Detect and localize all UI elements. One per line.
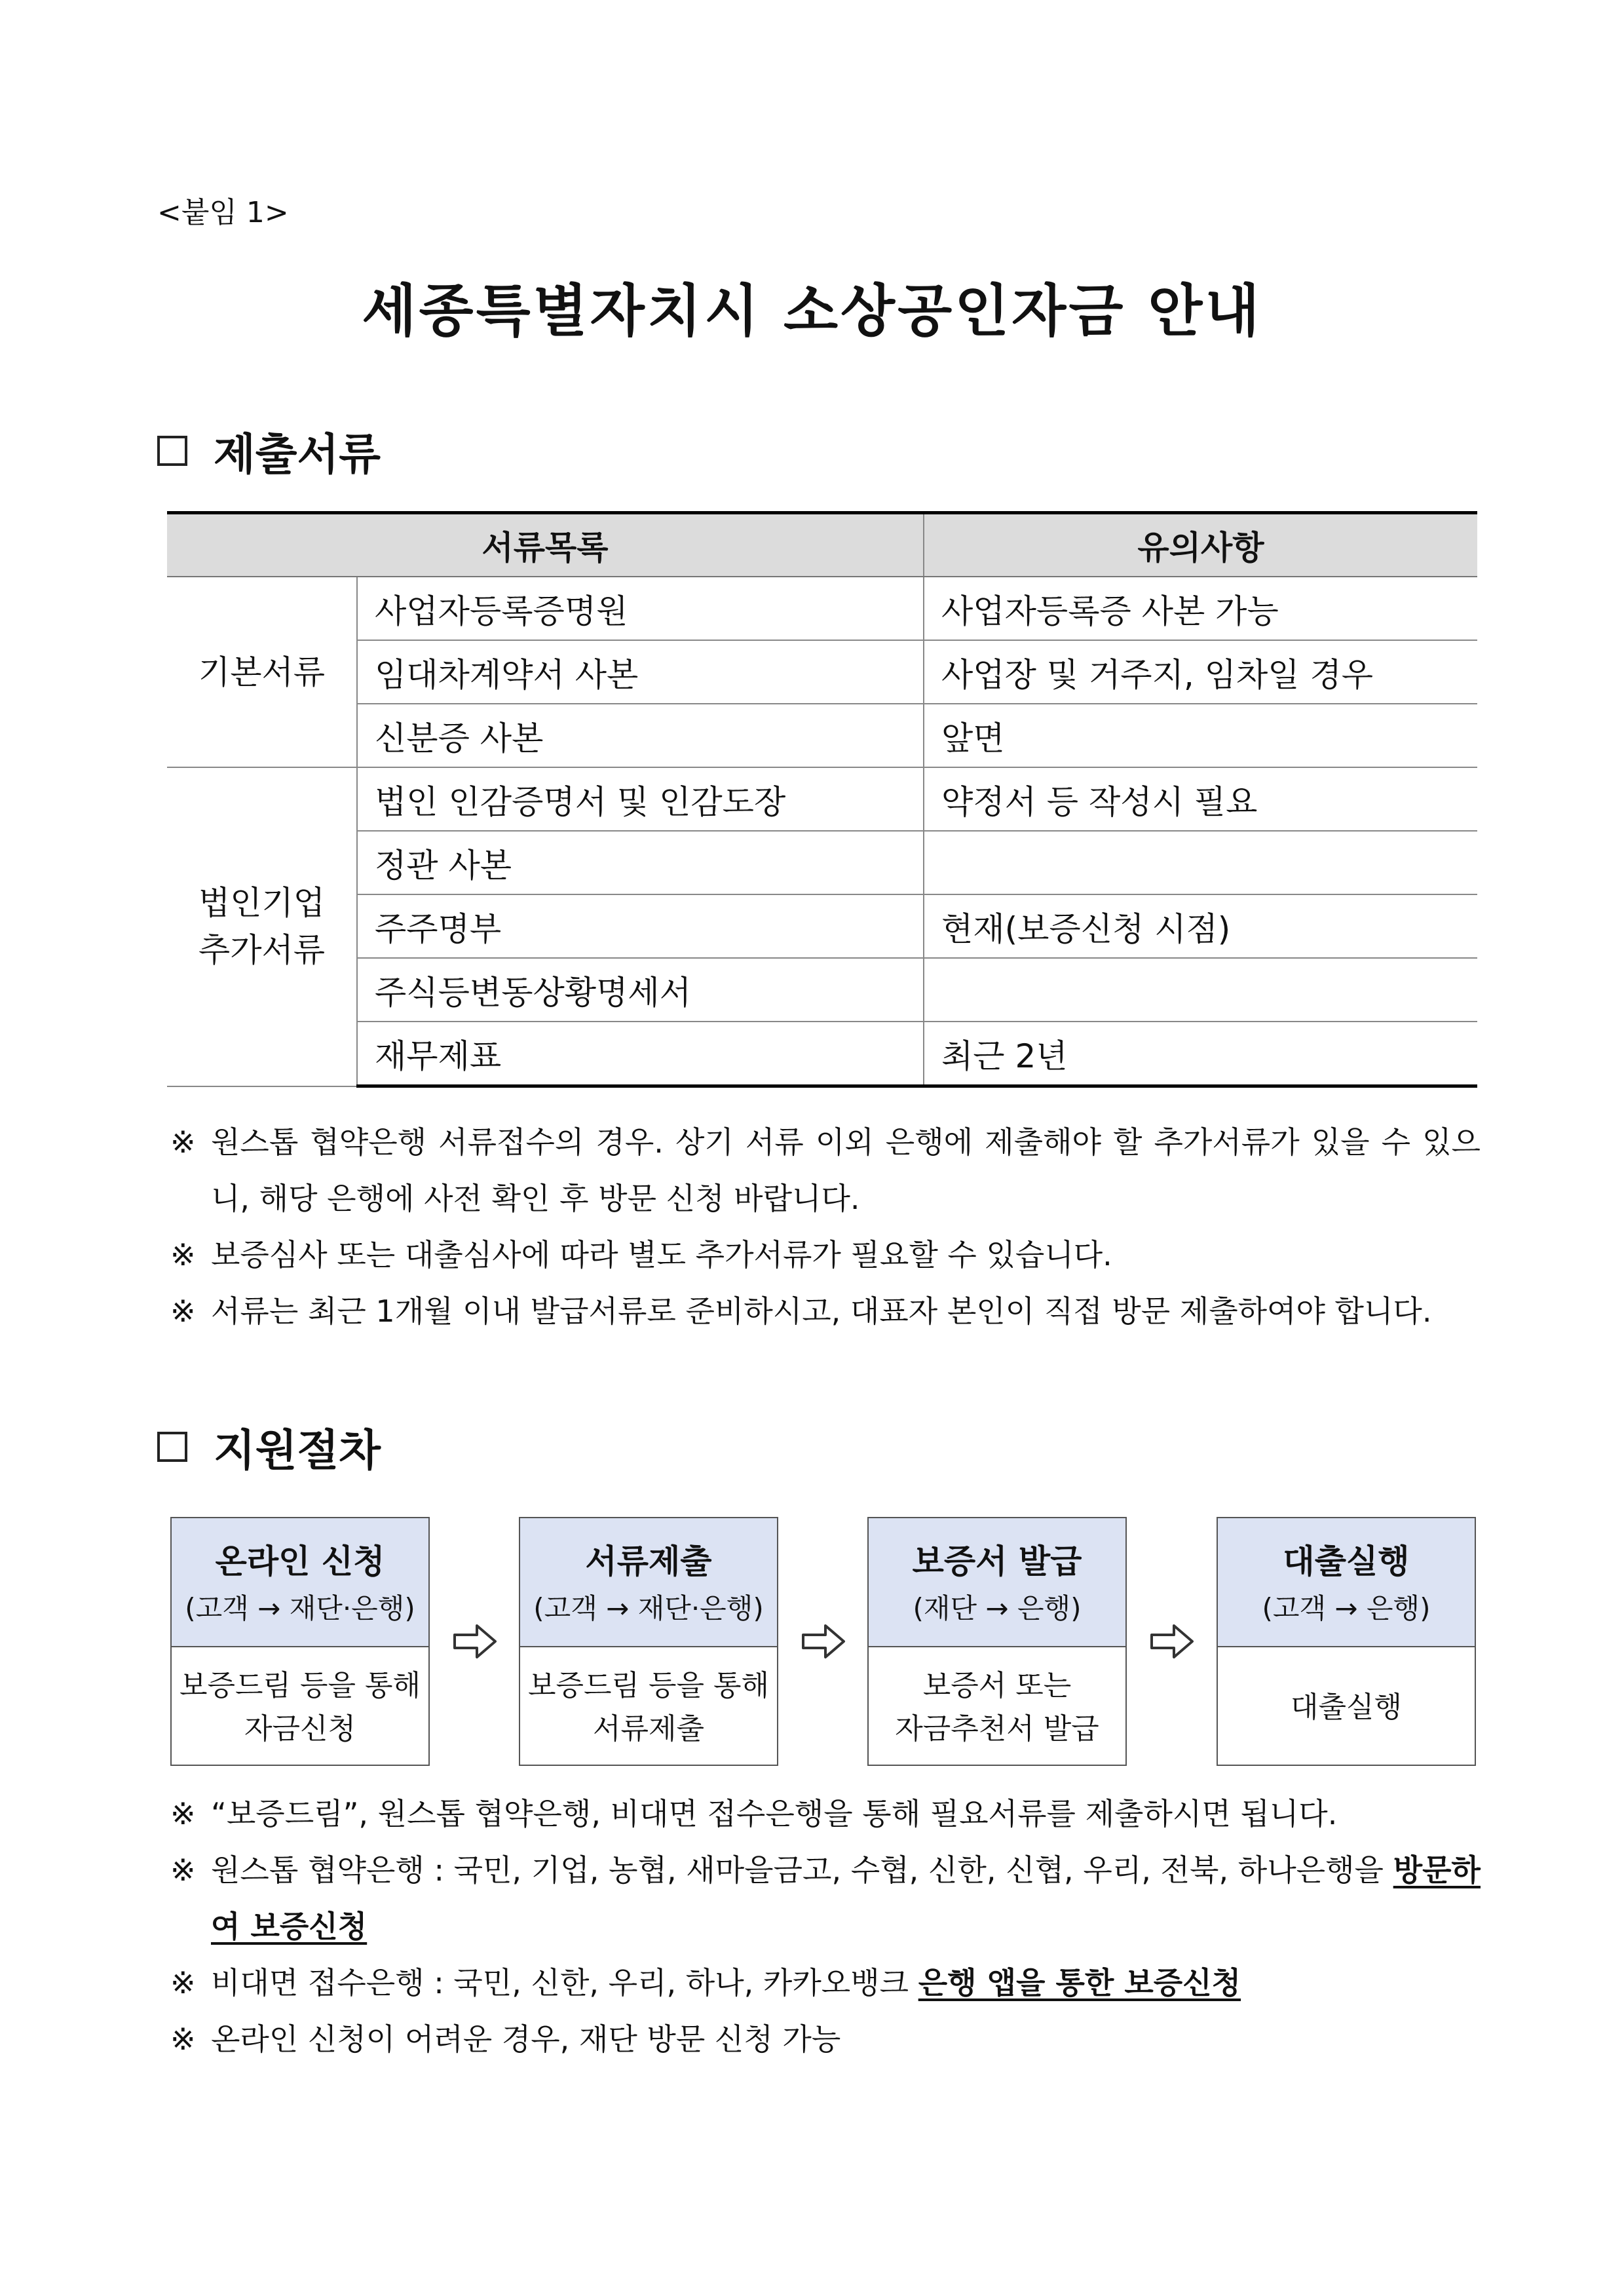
note-emphasis: 방문하여 보증신청 xyxy=(211,1852,1481,1944)
note-mark: ※ xyxy=(170,1237,196,1272)
section-heading-procedure xyxy=(157,1415,381,1478)
note-item xyxy=(170,1842,1481,1955)
table-row xyxy=(167,894,1477,958)
note-mark: ※ xyxy=(170,1293,196,1329)
arrow-right-icon xyxy=(801,1622,846,1661)
step-actors: (고객 → 재단·은행) xyxy=(185,1592,415,1624)
document-name: 주식등변동상황명세서 xyxy=(357,958,924,1022)
table-header: 서류목록 xyxy=(167,513,924,577)
note-text-plain: 원스톱 협약은행 : 국민, 기업, 농협, 새마을금고, 수협, 신한, 신협, 우리, 전북, 하나은행을 xyxy=(211,1852,1393,1888)
document-name: 재무제표 xyxy=(357,1022,924,1086)
note-text: 서류는 최근 1개월 이내 발급서류로 준비하시고, 대표자 본인이 직접 방문 제출하여야 합니다. xyxy=(211,1293,1432,1329)
procedure-step xyxy=(1217,1517,1476,1766)
table-row xyxy=(167,1022,1477,1086)
step-actors: (고객 → 재단·은행) xyxy=(533,1592,764,1624)
note-mark: ※ xyxy=(170,1796,196,1831)
note-mark: ※ xyxy=(170,1852,196,1888)
note-text: “보증드림”, 원스톱 협약은행, 비대면 접수은행을 통해 필요서류를 제출하시면 됩니다. xyxy=(211,1796,1338,1831)
section-heading-text: 지원절차 xyxy=(214,1425,381,1476)
step-actors: (고객 → 은행) xyxy=(1262,1592,1431,1624)
procedure-notes xyxy=(170,1786,1481,2067)
table-header-row xyxy=(167,513,1477,577)
procedure-flow xyxy=(170,1517,1477,1766)
step-header xyxy=(1218,1518,1475,1647)
step-header xyxy=(869,1518,1125,1647)
step-body: 보증드림 등을 통해 자금신청 xyxy=(179,1668,421,1746)
step-header xyxy=(520,1518,777,1647)
step-name: 대출실행 xyxy=(1283,1542,1410,1580)
note-item xyxy=(170,2011,1481,2067)
step-name: 보증서 발급 xyxy=(912,1542,1082,1580)
section-heading-documents xyxy=(157,419,381,482)
note-text-plain: 비대면 접수은행 : 국민, 신한, 우리, 하나, 카카오뱅크 xyxy=(211,1965,918,2000)
note-mark: ※ xyxy=(170,1965,196,2000)
document-name: 정관 사본 xyxy=(357,831,924,894)
document-note: 앞면 xyxy=(924,704,1477,767)
note-text xyxy=(211,1955,1481,2011)
group-label: 법인기업 추가서류 xyxy=(167,767,357,1086)
document-notes xyxy=(170,1114,1481,1339)
checkbox-square-icon xyxy=(157,1432,187,1462)
arrow-right-icon xyxy=(1149,1622,1195,1661)
document-name: 신분증 사본 xyxy=(357,704,924,767)
note-item xyxy=(170,1786,1481,1842)
step-body: 보증서 또는 자금추천서 발급 xyxy=(895,1668,1099,1746)
note-text: 온라인 신청이 어려운 경우, 재단 방문 신청 가능 xyxy=(211,2021,841,2057)
attachment-label: <붙임 1> xyxy=(157,196,289,229)
step-name: 온라인 신청 xyxy=(215,1542,385,1580)
step-actors: (재단 → 은행) xyxy=(913,1592,1082,1624)
arrow-right-icon xyxy=(452,1622,498,1661)
step-header xyxy=(172,1518,428,1647)
note-emphasis: 은행 앱을 통한 보증신청 xyxy=(918,1965,1241,2000)
procedure-step xyxy=(519,1517,778,1766)
note-item xyxy=(170,1114,1481,1227)
section-heading-text: 제출서류 xyxy=(214,429,381,480)
note-mark: ※ xyxy=(170,1124,196,1160)
step-body: 보증드림 등을 통해 서류제출 xyxy=(527,1668,769,1746)
document-name: 임대차계약서 사본 xyxy=(357,640,924,704)
document-name: 주주명부 xyxy=(357,894,924,958)
note-text: 원스톱 협약은행 서류접수의 경우. 상기 서류 이외 은행에 제출해야 할 추가서류가 있을 수 있으니, 해당 은행에 사전 확인 후 방문 신청 바랍니다. xyxy=(211,1124,1481,1216)
document-note: 현재(보증신청 시점) xyxy=(924,894,1477,958)
table-row xyxy=(167,831,1477,894)
note-item xyxy=(170,1283,1481,1339)
table-header: 유의사항 xyxy=(924,513,1477,577)
step-body: 대출실행 xyxy=(1290,1690,1402,1724)
note-mark: ※ xyxy=(170,2021,196,2057)
document-note: 최근 2년 xyxy=(924,1022,1477,1086)
table-row xyxy=(167,577,1477,640)
document-note: 약정서 등 작성시 필요 xyxy=(924,767,1477,831)
page-title: 세종특별자치시 소상공인자금 안내 xyxy=(362,278,1262,344)
note-item xyxy=(170,1955,1481,2011)
document-note xyxy=(924,958,1477,1022)
procedure-step xyxy=(170,1517,430,1766)
note-item xyxy=(170,1227,1481,1283)
note-text: 보증심사 또는 대출심사에 따라 별도 추가서류가 필요할 수 있습니다. xyxy=(211,1237,1112,1272)
step-name: 서류제출 xyxy=(585,1542,712,1580)
procedure-step xyxy=(867,1517,1127,1766)
checkbox-square-icon xyxy=(157,436,187,466)
group-label: 기본서류 xyxy=(167,577,357,767)
table-row xyxy=(167,640,1477,704)
document-note: 사업장 및 거주지, 임차일 경우 xyxy=(924,640,1477,704)
document-name: 법인 인감증명서 및 인감도장 xyxy=(357,767,924,831)
note-text xyxy=(211,1842,1481,1955)
table-row xyxy=(167,767,1477,831)
table-row xyxy=(167,958,1477,1022)
document-note xyxy=(924,831,1477,894)
table-row xyxy=(167,704,1477,767)
documents-table xyxy=(167,511,1477,1088)
document-note: 사업자등록증 사본 가능 xyxy=(924,577,1477,640)
document-name: 사업자등록증명원 xyxy=(357,577,924,640)
